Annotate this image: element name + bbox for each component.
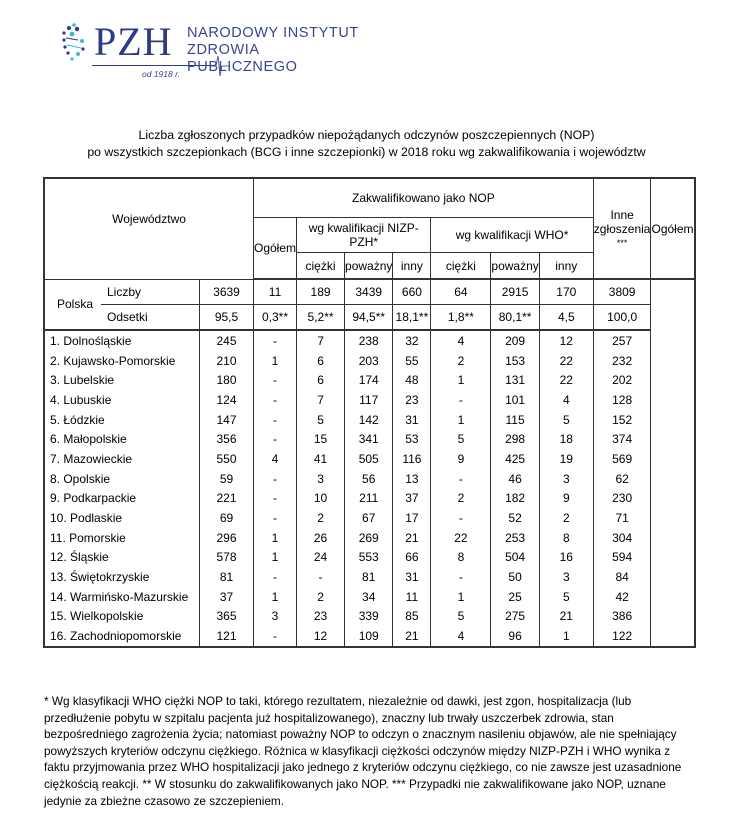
- table-row: [44, 607, 695, 627]
- cell-who-ciezki: 85: [393, 607, 431, 627]
- header-ogolem-nop: Ogółem: [254, 218, 297, 280]
- polska-odsetki-who-inny: 80,1**: [491, 305, 539, 331]
- table-row: [44, 626, 695, 647]
- cell-ogolem-nop: 221: [200, 489, 254, 509]
- title-line1: Liczba zgłoszonych przypadków niepożądanych odczynów poszczepiennych (NOP): [138, 128, 595, 142]
- row-voivodeship-name: 16. Zachodniopomorskie: [44, 626, 200, 647]
- logo-institute-name: [187, 25, 370, 76]
- cell-nizp-powazny: 41: [297, 449, 345, 469]
- cell-nizp-powazny: 12: [297, 626, 345, 647]
- cell-ogolem-nop: 578: [200, 548, 254, 568]
- cell-nizp-ciezki: -: [254, 429, 297, 449]
- cell-ogolem: 42: [593, 587, 651, 607]
- header-inne-line1: Inne: [610, 207, 634, 222]
- cell-ogolem: 84: [593, 567, 651, 587]
- row-voivodeship-name: 7. Mazowieckie: [44, 449, 200, 469]
- cell-who-powazny: -: [431, 567, 491, 587]
- cell-who-ciezki: 116: [393, 449, 431, 469]
- cell-nizp-inny: 81: [345, 567, 393, 587]
- cell-who-powazny: 8: [431, 548, 491, 568]
- cell-nizp-ciezki: -: [254, 469, 297, 489]
- row-voivodeship-name: 11. Pomorskie: [44, 528, 200, 548]
- table-row: [44, 508, 695, 528]
- row-voivodeship-name: 14. Warmińsko-Mazurskie: [44, 587, 200, 607]
- polska-odsetki-ogolem-nop: 95,5: [200, 305, 254, 331]
- table-row: [44, 390, 695, 410]
- cell-who-powazny: 1: [431, 410, 491, 430]
- cell-nizp-inny: 505: [345, 449, 393, 469]
- cell-nizp-inny: 174: [345, 370, 393, 390]
- cell-nizp-powazny: 7: [297, 390, 345, 410]
- cell-nizp-inny: 117: [345, 390, 393, 410]
- cell-nizp-powazny: 3: [297, 469, 345, 489]
- cell-nizp-powazny: -: [297, 567, 345, 587]
- cell-ogolem: 62: [593, 469, 651, 489]
- table-row: [44, 370, 695, 390]
- cell-who-inny: 182: [491, 489, 539, 509]
- cell-who-inny: 25: [491, 587, 539, 607]
- cell-nizp-ciezki: -: [254, 489, 297, 509]
- cell-who-inny: 46: [491, 469, 539, 489]
- cell-ogolem-nop: 147: [200, 410, 254, 430]
- cell-inne: 4: [539, 390, 593, 410]
- table-row: [44, 469, 695, 489]
- row-voivodeship-name: 13. Świętokrzyskie: [44, 567, 200, 587]
- polska-label: [44, 279, 200, 330]
- dna-dots-icon: [60, 22, 90, 62]
- header-nizp-inny: inny: [393, 253, 431, 280]
- polska-odsetki-nizp-ciezki: 0,3**: [254, 305, 297, 331]
- row-voivodeship-name: 10. Podlaskie: [44, 508, 200, 528]
- cell-nizp-ciezki: -: [254, 626, 297, 647]
- row-voivodeship-name: 6. Małopolskie: [44, 429, 200, 449]
- cell-nizp-ciezki: 1: [254, 528, 297, 548]
- cell-ogolem: 232: [593, 351, 651, 371]
- cell-inne: 8: [539, 528, 593, 548]
- header-nizp-powazny: poważny: [345, 253, 393, 280]
- cell-ogolem: 152: [593, 410, 651, 430]
- row-voivodeship-name: 12. Śląskie: [44, 548, 200, 568]
- cell-nizp-powazny: 15: [297, 429, 345, 449]
- cell-who-inny: 131: [491, 370, 539, 390]
- header-ogolem-total: Ogółem: [651, 178, 695, 279]
- cell-who-inny: 50: [491, 567, 539, 587]
- cell-ogolem-nop: 121: [200, 626, 254, 647]
- cell-ogolem: 569: [593, 449, 651, 469]
- cell-nizp-powazny: 23: [297, 607, 345, 627]
- cell-ogolem: 202: [593, 370, 651, 390]
- cell-ogolem: 304: [593, 528, 651, 548]
- cell-who-inny: 298: [491, 429, 539, 449]
- cell-who-ciezki: 66: [393, 548, 431, 568]
- cell-nizp-ciezki: 4: [254, 449, 297, 469]
- cell-who-ciezki: 21: [393, 528, 431, 548]
- table-row: [44, 449, 695, 469]
- cell-nizp-inny: 269: [345, 528, 393, 548]
- header-inne-line3: ***: [616, 237, 628, 248]
- cell-nizp-ciezki: 1: [254, 351, 297, 371]
- row-voivodeship-name: 15. Wielkopolskie: [44, 607, 200, 627]
- row-voivodeship-name: 3. Lubelskie: [44, 370, 200, 390]
- cell-ogolem-nop: 296: [200, 528, 254, 548]
- cell-nizp-inny: 203: [345, 351, 393, 371]
- cell-who-ciezki: 55: [393, 351, 431, 371]
- table-row: [44, 489, 695, 509]
- cell-who-inny: 115: [491, 410, 539, 430]
- odsetki-label-text: Odsetki: [107, 309, 148, 324]
- cell-ogolem: 128: [593, 390, 651, 410]
- cell-ogolem-nop: 356: [200, 429, 254, 449]
- header-wojewodztwo: Województwo: [44, 178, 254, 279]
- table-row: [44, 587, 695, 607]
- cell-who-inny: 209: [491, 330, 539, 351]
- cell-ogolem: 386: [593, 607, 651, 627]
- cell-who-powazny: 2: [431, 351, 491, 371]
- cell-ogolem-nop: 59: [200, 469, 254, 489]
- cell-who-inny: 504: [491, 548, 539, 568]
- cell-inne: 2: [539, 508, 593, 528]
- polska-liczby-who-powazny: 64: [431, 279, 491, 305]
- title-line2: po wszystkich szczepionkach (BCG i inne szczepionki) w 2018 roku wg zakwalifikowania i województw: [87, 145, 646, 159]
- cell-who-powazny: 1: [431, 370, 491, 390]
- cell-inne: 22: [539, 370, 593, 390]
- cell-nizp-ciezki: -: [254, 567, 297, 587]
- header-nizp-pzh: wg kwalifikacji NIZP-PZH*: [297, 218, 431, 253]
- cell-ogolem-nop: 245: [200, 330, 254, 351]
- cell-nizp-powazny: 10: [297, 489, 345, 509]
- cell-nizp-powazny: 24: [297, 548, 345, 568]
- cell-who-powazny: 5: [431, 607, 491, 627]
- cell-who-ciezki: 32: [393, 330, 431, 351]
- cell-who-ciezki: 31: [393, 567, 431, 587]
- polska-liczby-who-ciezki: 660: [393, 279, 431, 305]
- cell-nizp-powazny: 26: [297, 528, 345, 548]
- cell-nizp-ciezki: -: [254, 508, 297, 528]
- liczby-label-text: Liczby: [101, 280, 199, 305]
- cell-who-ciezki: 31: [393, 410, 431, 430]
- logo-name-line1: NARODOWY INSTYTUT: [187, 25, 359, 41]
- cell-nizp-ciezki: -: [254, 330, 297, 351]
- cell-nizp-inny: 67: [345, 508, 393, 528]
- footnote: * Wg klasyfikacji WHO ciężki NOP to taki, którego rezultatem, niezależnie od dawki, jest zgon, hospitalizacja (lub przedłużenie pobytu w szpitalu pacjenta już hospitalizowanego), znaczny lub trwały uszczerbek zdrowia, stan bezpośredniego zagrożenia życia; natomiast poważny NOP to odczyn o znacznym nasileniu objawów, ale nie spełniający powyższych kryteriów odczynu ciężkiego. Różnica w klasyfikacji ciężkości odczynów między NIZP-PZH i WHO wynika z faktu przyjmowania przez WHO hospitalizacji jako jednego z kryteriów odczynu ciężkiego, co nie zawsze jest uzasadnione ciężkością reakcji. ** W stosunku do zakwalifikowanych jako NOP. *** Przypadki nie zakwalifikowane jako NOP, uznane jedynie za zbieżne czasowo ze szczepieniem.: [44, 694, 682, 808]
- cell-inne: 16: [539, 548, 593, 568]
- header-zakwalifikowano: Zakwalifikowano jako NOP: [254, 178, 594, 218]
- polska-odsetki-ogolem: 100,0: [593, 305, 651, 331]
- cell-inne: 3: [539, 567, 593, 587]
- logo-name-line2: ZDROWIA PUBLICZNEGO: [187, 42, 298, 75]
- cell-ogolem-nop: 210: [200, 351, 254, 371]
- cell-inne: 19: [539, 449, 593, 469]
- cell-who-powazny: 2: [431, 489, 491, 509]
- header-who: wg kwalifikacji WHO*: [431, 218, 593, 253]
- row-voivodeship-name: 8. Opolskie: [44, 469, 200, 489]
- cell-nizp-inny: 238: [345, 330, 393, 351]
- cell-nizp-inny: 34: [345, 587, 393, 607]
- cell-who-powazny: 4: [431, 330, 491, 351]
- cell-ogolem-nop: 365: [200, 607, 254, 627]
- cell-ogolem: 122: [593, 626, 651, 647]
- cell-who-inny: 153: [491, 351, 539, 371]
- cell-who-ciezki: 48: [393, 370, 431, 390]
- polska-liczby-ogolem: 3809: [593, 279, 651, 305]
- header-nizp-ciezki: ciężki: [297, 253, 345, 280]
- cell-inne: 3: [539, 469, 593, 489]
- table-row: [44, 410, 695, 430]
- cell-nizp-ciezki: -: [254, 390, 297, 410]
- cell-nizp-powazny: 6: [297, 351, 345, 371]
- cell-ogolem-nop: 180: [200, 370, 254, 390]
- table-row: [44, 567, 695, 587]
- cell-who-ciezki: 23: [393, 390, 431, 410]
- polska-odsetki-nizp-inny: 94,5**: [345, 305, 393, 331]
- header-who-ciezki: ciężki: [431, 253, 491, 280]
- cell-nizp-inny: 211: [345, 489, 393, 509]
- cell-who-inny: 253: [491, 528, 539, 548]
- cell-nizp-powazny: 5: [297, 410, 345, 430]
- cell-nizp-ciezki: -: [254, 370, 297, 390]
- row-voivodeship-name: 5. Łódzkie: [44, 410, 200, 430]
- cell-who-powazny: -: [431, 390, 491, 410]
- cell-ogolem: 257: [593, 330, 651, 351]
- cell-nizp-inny: 109: [345, 626, 393, 647]
- polska-liczby-inne: 170: [539, 279, 593, 305]
- table-row: [44, 330, 695, 351]
- cell-nizp-inny: 553: [345, 548, 393, 568]
- row-voivodeship-name: 1. Dolnośląskie: [44, 330, 200, 351]
- cell-who-inny: 52: [491, 508, 539, 528]
- table-row: [44, 548, 695, 568]
- nop-table: [43, 177, 696, 648]
- header-inne-zgloszenia: [593, 178, 651, 279]
- row-voivodeship-name: 2. Kujawsko-Pomorskie: [44, 351, 200, 371]
- polska-liczby-nizp-inny: 3439: [345, 279, 393, 305]
- cell-nizp-inny: 339: [345, 607, 393, 627]
- cell-who-inny: 425: [491, 449, 539, 469]
- polska-label-text: Polska: [56, 297, 94, 312]
- cell-who-inny: 275: [491, 607, 539, 627]
- cell-ogolem: 71: [593, 508, 651, 528]
- cell-inne: 1: [539, 626, 593, 647]
- cell-who-powazny: 9: [431, 449, 491, 469]
- cell-ogolem-nop: 124: [200, 390, 254, 410]
- polska-liczby-nizp-ciezki: 11: [254, 279, 297, 305]
- cell-inne: 22: [539, 351, 593, 371]
- cell-who-ciezki: 21: [393, 626, 431, 647]
- polska-liczby-nizp-powazny: 189: [297, 279, 345, 305]
- table-row: [44, 429, 695, 449]
- voivodeship-rows: [44, 330, 695, 647]
- logo-since: od 1918 r.: [142, 69, 180, 79]
- cell-nizp-ciezki: 1: [254, 548, 297, 568]
- cell-nizp-ciezki: -: [254, 410, 297, 430]
- table-row: [44, 351, 695, 371]
- nizp-pzh-logo: [60, 19, 370, 82]
- cell-inne: 5: [539, 410, 593, 430]
- cell-who-powazny: -: [431, 469, 491, 489]
- cell-ogolem: 230: [593, 489, 651, 509]
- cell-inne: 21: [539, 607, 593, 627]
- cell-nizp-powazny: 2: [297, 508, 345, 528]
- cell-ogolem: 594: [593, 548, 651, 568]
- cell-who-powazny: 22: [431, 528, 491, 548]
- polska-odsetki-who-ciezki: 18,1**: [393, 305, 431, 331]
- cell-who-powazny: 4: [431, 626, 491, 647]
- document-title: [0, 127, 733, 161]
- cell-ogolem-nop: 37: [200, 587, 254, 607]
- cell-who-powazny: 1: [431, 587, 491, 607]
- polska-odsetki-who-powazny: 1,8**: [431, 305, 491, 331]
- cell-who-ciezki: 17: [393, 508, 431, 528]
- cell-who-inny: 101: [491, 390, 539, 410]
- table-row: [44, 528, 695, 548]
- cell-inne: 9: [539, 489, 593, 509]
- polska-odsetki-nizp-powazny: 5,2**: [297, 305, 345, 331]
- cell-who-ciezki: 53: [393, 429, 431, 449]
- cell-who-inny: 96: [491, 626, 539, 647]
- cell-who-ciezki: 11: [393, 587, 431, 607]
- cell-who-ciezki: 37: [393, 489, 431, 509]
- cell-inne: 12: [539, 330, 593, 351]
- header-inne-line2: zgłoszenia: [593, 221, 651, 236]
- cell-ogolem-nop: 69: [200, 508, 254, 528]
- cell-who-powazny: 5: [431, 429, 491, 449]
- header-who-powazny: poważny: [491, 253, 539, 280]
- row-voivodeship-name: 9. Podkarpackie: [44, 489, 200, 509]
- cell-inne: 5: [539, 587, 593, 607]
- cell-ogolem-nop: 550: [200, 449, 254, 469]
- cell-ogolem-nop: 81: [200, 567, 254, 587]
- row-voivodeship-name: 4. Lubuskie: [44, 390, 200, 410]
- cell-nizp-ciezki: 3: [254, 607, 297, 627]
- cell-nizp-powazny: 7: [297, 330, 345, 351]
- polska-liczby-who-inny: 2915: [491, 279, 539, 305]
- cell-nizp-inny: 341: [345, 429, 393, 449]
- cell-nizp-powazny: 2: [297, 587, 345, 607]
- cell-nizp-powazny: 6: [297, 370, 345, 390]
- polska-odsetki-inne: 4,5: [539, 305, 593, 331]
- polska-liczby-row: [44, 279, 695, 305]
- cell-inne: 18: [539, 429, 593, 449]
- cell-who-ciezki: 13: [393, 469, 431, 489]
- cell-ogolem: 374: [593, 429, 651, 449]
- cell-nizp-inny: 142: [345, 410, 393, 430]
- header-who-inny: inny: [539, 253, 593, 280]
- cell-nizp-ciezki: 1: [254, 587, 297, 607]
- cell-who-powazny: -: [431, 508, 491, 528]
- logo-acronym: PZH: [94, 19, 173, 64]
- polska-liczby-ogolem-nop: 3639: [200, 279, 254, 305]
- cell-nizp-inny: 56: [345, 469, 393, 489]
